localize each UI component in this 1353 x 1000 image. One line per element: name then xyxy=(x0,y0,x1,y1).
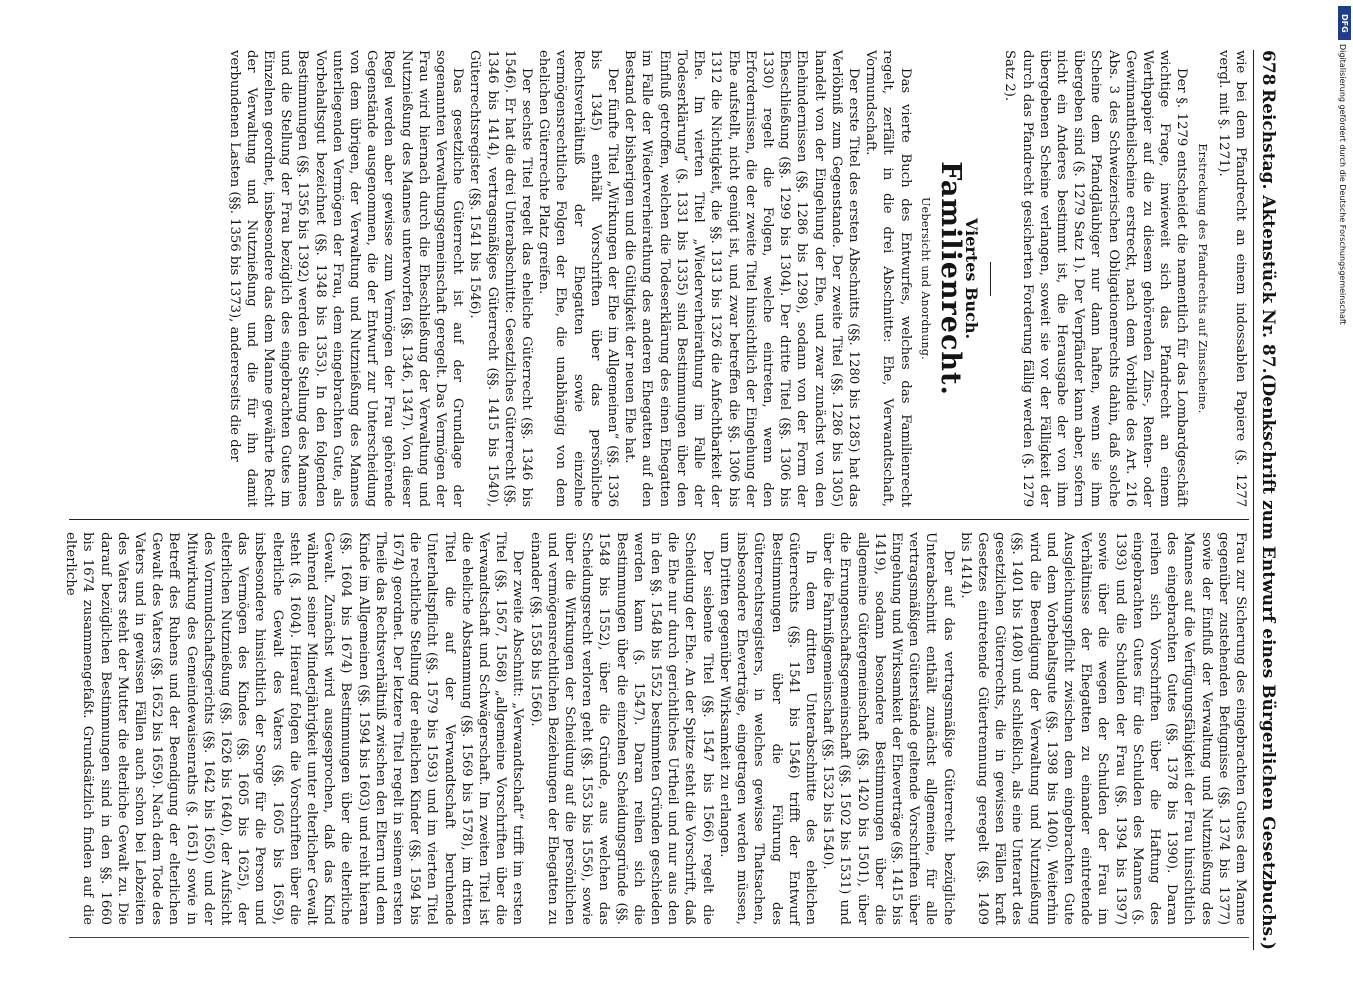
digitization-credit: Digitalisierung gefördert durch die Deutsche Forschungsgemeinschaft xyxy=(1338,44,1347,325)
divider xyxy=(990,262,991,296)
text-column-2 xyxy=(63,520,1249,938)
text-column-1 xyxy=(69,50,1249,520)
book-title: Viertes Buch. xyxy=(962,218,982,340)
paragraph: Der auf das vertragsmäßige Güterrecht bezügliche Unterabschnitt enthält zunächst allgemeine, für alle vertragsmäßigen Güterstände geltende Vorschriften über Eingehung und Wirksamkeit der Eheverträge (§§. 1415 bis 1419), sodann besondere Bestimmungen über die allgemeine Gütergemeinschaft (§§. 1420 bis 1501), über die Errungenschaftsgemeinschaft (§§. 1502 bis 1531) und über die Fahrnißgemeinschaft (§§. 1532 bis 1540). xyxy=(820,532,956,925)
paragraph: Das gesetzliche Güterrecht ist auf der Grundlage der sogenannten Verwaltungsgemeinschaft geregelt. Das Vermögen der Frau wird hiernach durch die Eheschließung der Verwaltung und Nutznießung des Mannes unterworfen (§§. 1346, 1347). Von dieser Regel werden aber gewisse zum Vermögen der Frau gehörende Gegenstände ausgenommen, die der Entwurf zur Unterscheidung von dem übrigen, der Verwaltung und Nutznießung des Mannes unterliegenden Vermögen der Frau, dem eingebrachten Gute, als Vorbehaltsgut bezeichnet (§§. 1348 bis 1353). In den folgenden Bestimmungen (§§. 1356 bis 1392) werden die Stellung des Mannes und die Stellung der Frau bezüglich des eingebrachten Gutes im Einzelnen geordnet, insbesondere das dem Manne gewährte Recht der Verwaltung und Nutznießung und die für ihn damit verbundenen Lasten (§§. 1356 bis 1373), andererseits die der xyxy=(226,50,466,508)
paragraph: Der §. 1279 entscheidet die namentlich für das Lombardgeschäft wichtige Frage, inwieweit sich das Pfandrecht an einem Werthpapier auf die zu diesem gehörenden Zins-, Renten- oder Gewinnantheilscheine erstreckt, nach dem Vorbilde des Art. 216 Abs. 3 des Schweizerischen Obligationenrechts dahin, daß solche Scheine dem Pfandgläubiger nur dann haften, wenn sie ihm übergeben sind (§. 1279 Satz 1). Der Verpfänder kann aber, sofern nicht ein Anderes bestimmt ist, die Herausgabe der von ihm übergebenen Scheine verlangen, soweit sie vor der Fälligkeit der durch das Pfandrecht gesicherten Forderung fällig werden (§. 1279 Satz 2). xyxy=(1002,50,1190,508)
paragraph: wie bei dem Pfandrecht an einem indossablen Papiere (§. 1277 vergl. mit §. 1271). xyxy=(1215,50,1248,508)
section-subheading: Uebersicht und Anordnung. xyxy=(918,197,932,360)
text-column-3-blank xyxy=(69,938,1249,950)
paragraph: Der siebente Titel (§§. 1547 bis 1566) regelt die Scheidung der Ehe. An der Spitze steht die Vorschrift, daß die Ehe nur durch gerichtliches Urtheil und nur aus den in den §§. 1548 bis 1552 bestimmten Gründen geschieden werden kann (§. 1547). Daran reihen sich die Bestimmungen über die einzelnen Scheidungsgründe (§§. 1548 bis 1552), über die Gründe, aus welchen das Scheidungsrecht verloren geht (§§. 1553 bis 1556), sowie über die Wirkungen der Scheidung auf die persönlichen und vermögensrechtlichen Beziehungen der Ehegatten zu einander (§§. 1558 bis 1566). xyxy=(527,532,715,925)
page-number: 678 xyxy=(1258,50,1278,86)
paragraph: In dem dritten Unterabschnitte des ehelichen Güterrechts (§§. 1541 bis 1546) trifft der Entwurf Bestimmungen über die Führung des Güterrechtsregisters, in welches gewisse Thatsachen, insbesondere Eheverträge, eingetragen werden müssen, um Dritten gegenüber Wirksamkeit zu erlangen. xyxy=(716,532,818,925)
book-subtitle: Familienrecht. xyxy=(934,161,966,396)
paragraph: Das vierte Buch des Entwurfes, welches das Familienrecht regelt, zerfällt in die drei Abschnitte: Ehe, Verwandtschaft, Vormundschaft. xyxy=(863,50,913,508)
paragraph: Der fünfte Titel „Wirkungen der Ehe im Allgemeinen“ (§§. 1336 bis 1345) enthält Vorschriften über das persönliche Rechtsverhältniß der Ehegatten sowie einzelne vermögensrechtliche Folgen der Ehe, die unabhängig von dem ehelichen Güterrechte Platz greifen. xyxy=(536,50,621,508)
dfg-logo: DFG xyxy=(1338,6,1351,40)
section-subheading: Erstreckung des Pfandrechts auf Zinsscheine. xyxy=(1195,143,1209,414)
paragraph: Der erste Titel des ersten Abschnitts (§§. 1280 bis 1285) hat das Verlöbniß zum Gegenstande. Der zweite Titel (§§. 1286 bis 1305) handelt von der Eingehung der Ehe, und zwar zunächst von den Ehehindernissen (§§. 1286 bis 1298), sodann von der Form der Eheschließung (§§. 1299 bis 1304). Der dritte Titel (§§. 1306 bis 1330) regelt die Folgen, welche eintreten, wenn den Erfordernissen, die der zweite Titel hinsichtlich der Eingehung der Ehe aufstellt, nicht genügt ist, und zwar betreffen die §§. 1306 bis 1312 die Nichtigkeit, die §§. 1313 bis 1326 die Anfechtbarkeit der Ehe. Im vierten Titel „Wiederverheirathung im Falle der Todeserklärung“ (§. 1331 bis 1335) sind Bestimmungen über den Einfluß getroffen, welchen die Todeserklärung des einen Ehegatten im Falle der Wiederverheirathung des anderen Ehegatten auf den Bestand der bisherigen und die Gültigkeit der neuen Ehe hat. xyxy=(622,50,861,508)
header-left-title: Reichstag. Aktenstück Nr. 87. xyxy=(1258,89,1278,374)
paragraph: Der zweite Abschnitt: „Verwandtschaft“ trifft im ersten Titel (§§. 1567, 1568) „allgemeine Vorschriften über die Verwandtschaft und Schwägerschaft. Im zweiten Titel ist die eheliche Abstammung (§§. 1569 bis 1578), im dritten Titel die auf der Verwandtschaft beruhende Unterhaltspflicht (§§. 1579 bis 1593) und im vierten Titel die rechtliche Stellung der ehelichen Kinder (§§. 1594 bis 1674) geordnet. Der letztere Titel regelt in seinem ersten Theile das Rechtsverhältniß zwischen den Eltern und dem Kinde im Allgemeinen (§§. 1594 bis 1603) und reiht hieran (§§. 1604 bis 1674) Bestimmungen über die elterliche Gewalt. Zunächst wird ausgesprochen, daß das Kind während seiner Minderjährigkeit unter elterlicher Gewalt steht (§. 1604). Hierauf folgen die Vorschriften über die elterliche Gewalt des Vaters (§§. 1605 bis 1659), insbesondere hinsichtlich der Sorge für die Person und das Vermögen des Kindes (§§. 1605 bis 1625), der elterlichen Nutznießung (§§. 1626 bis 1640), der Aufsicht des Vormundschaftsgerichts (§§. 1642 bis 1650) und der Mitwirkung des Gemeindewaisenraths (§. 1651) sowie in Betreff des Ruhens und der Beendigung der elterlichen Gewalt des Vaters (§§. 1652 bis 1659). Nach dem Tode des Vaters und in gewissen Fällen auch schon bei Lebzeiten des Vaters steht der Mutter die elterliche Gewalt zu. Die darauf bezüglichen Bestimmungen sind in den §§. 1660 bis 1674 zusammengefaßt. Grundsätzlich finden auf die elterliche xyxy=(63,532,526,925)
document-page xyxy=(40,40,1280,960)
header-right-title: (Denkschrift zum Entwurf eines Bürgerlichen Gesetzbuchs.) xyxy=(1258,373,1278,950)
paragraph: Frau zur Sicherung des eingebrachten Gutes dem Manne gegenüber zustehenden Befugnisse (§§. 1374 bis 1377) sowie der Einfluß der Verwaltung und Nutznießung des Mannes auf die Verfügungsfähigkeit der Frau hinsichtlich des eingebrachten Gutes (§§. 1378 bis 1390). Daran reihen sich Vorschriften über die Haftung des eingebrachten Gutes für die Schulden des Mannes (§. 1393) und die Schulden der Frau (§§. 1394 bis 1397) sowie über die wegen der Schulden der Frau im Verhältnisse der Ehegatten zu einander eintretende Ausgleichungspflicht zwischen dem eingebrachten Gute und dem Vorbehaltsgute (§§. 1398 bis 1400). Weiterhin wird die Beendigung der Verwaltung und Nutznießung (§§. 1401 bis 1408) und schließlich, als eine Unterart des gesetzlichen Güterrechts, die in gewissen Fällen kraft Gesetzes eintretende Gütertrennung geregelt (§§. 1409 bis 1414). xyxy=(957,532,1248,925)
paragraph: Der sechste Titel regelt das eheliche Güterrecht (§§. 1346 bis 1546). Er hat die drei Unterabschnitte: Gesetzliches Güterrecht (§§. 1346 bis 1414), vertragsmäßiges Güterrecht (§§. 1415 bis 1540), Güterrechtsregister (§§. 1541 bis 1546). xyxy=(467,50,535,508)
page-header xyxy=(1253,50,1278,950)
